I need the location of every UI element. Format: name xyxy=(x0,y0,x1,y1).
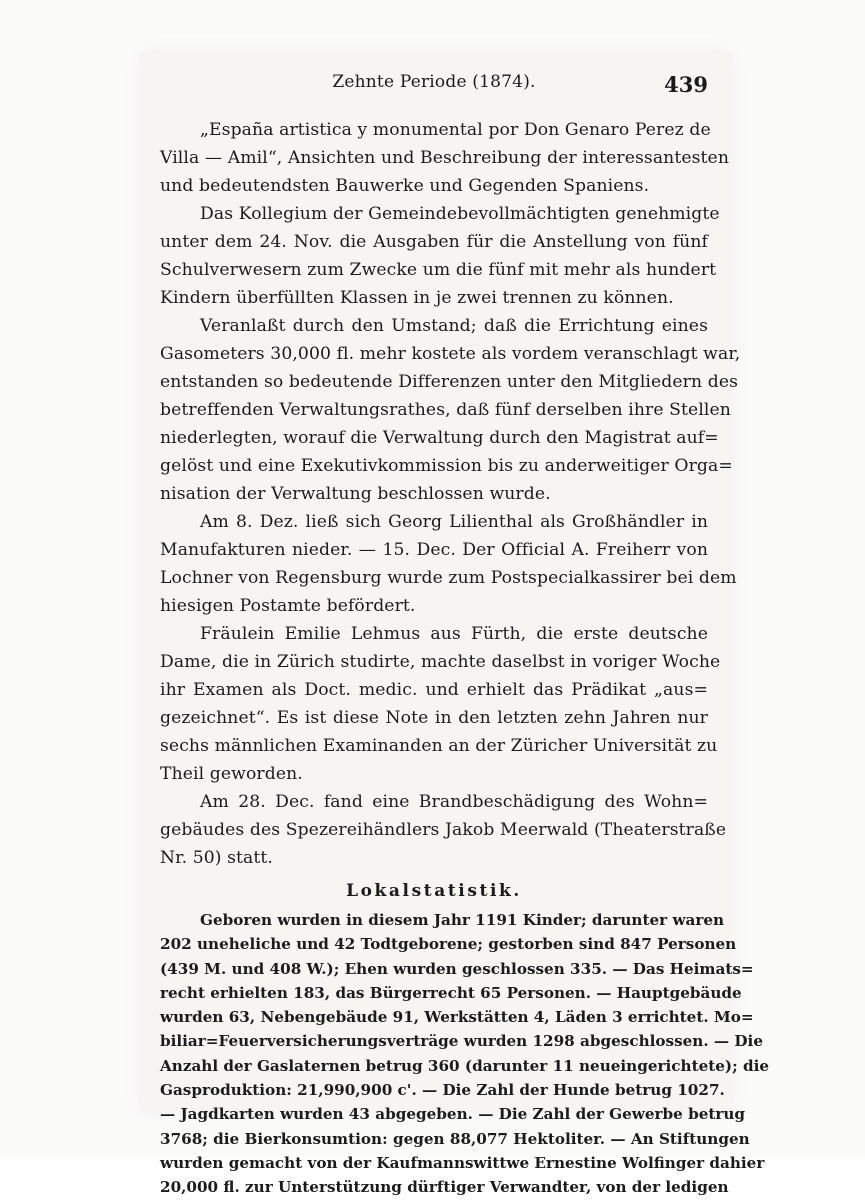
text-line: Anzahl der Gaslaternen betrug 360 (darunter 11 neueingerichtete); die xyxy=(160,1056,770,1075)
text-line: betreffenden Verwaltungsrathes, daß fünf derselben ihre Stellen xyxy=(160,400,731,420)
text-line: unter dem 24. Nov. die Ausgaben für die Anstellung von fünf xyxy=(160,232,708,252)
text-line: 202 uneheliche und 42 Todtgeborene; gestorben sind 847 Personen xyxy=(160,935,737,954)
text-line: gelöst und eine Exekutivkommission bis zu anderweitiger Orga= xyxy=(160,456,733,476)
page-header xyxy=(160,72,708,102)
text-line: hiesigen Postamte befördert. xyxy=(160,596,416,616)
text-line: Schulverwesern zum Zwecke um die fünf mit mehr als hundert xyxy=(160,260,717,280)
text-line: entstanden so bedeutende Differenzen unter den Mitgliedern des xyxy=(160,372,739,392)
text-line: biliar=Feuerversicherungsverträge wurden 1298 abgeschlossen. — Die xyxy=(160,1032,763,1051)
text-line: nisation der Verwaltung beschlossen wurde. xyxy=(160,484,551,504)
text-line: Theil geworden. xyxy=(160,764,303,784)
text-line: Am 8. Dez. ließ sich Georg Lilienthal als Großhändler in xyxy=(200,512,708,532)
text-line: Kindern überfüllten Klassen in je zwei trennen zu können. xyxy=(160,288,674,308)
text-line: wurden gemacht von der Kaufmannswittwe Ernestine Wolfinger dahier xyxy=(160,1153,765,1172)
text-line: Gasproduktion: 21,990,900 c'. — Die Zahl der Hunde betrug 1027. xyxy=(160,1081,725,1100)
text-line: Am 28. Dec. fand eine Brandbeschädigung des Wohn= xyxy=(200,792,708,812)
text-line: wurden 63, Nebengebäude 91, Werkstätten 4, Läden 3 errichtet. Mo= xyxy=(160,1008,754,1027)
paragraph-gasometer xyxy=(160,312,741,508)
text-line: ihr Examen als Doct. medic. und erhielt das Prädikat „aus= xyxy=(160,680,708,700)
text-line: Lochner von Regensburg wurde zum Postspecialkassirer bei dem xyxy=(160,568,737,588)
page-number: 439 xyxy=(664,72,708,97)
text-line: Nr. 50) statt. xyxy=(160,848,273,868)
paragraph-brand xyxy=(160,788,727,872)
text-line: gebäudes des Spezereihändlers Jakob Meerwald (Theaterstraße xyxy=(160,820,727,840)
text-line: (439 M. und 408 W.); Ehen wurden geschlossen 335. — Das Heimats= xyxy=(160,959,754,978)
text-line: Villa — Amil“, Ansichten und Beschreibung der interessantesten xyxy=(160,148,729,168)
text-line: gezeichnet“. Es ist diese Note in den letzten zehn Jahren nur xyxy=(160,708,708,728)
text-line: Dame, die in Zürich studirte, machte daselbst in voriger Woche xyxy=(160,652,721,672)
paragraph-espana xyxy=(160,116,729,200)
text-line: niederlegten, worauf die Verwaltung durch den Magistrat auf= xyxy=(160,428,719,448)
section-title: Lokalstatistik. xyxy=(346,881,522,901)
paragraph-lehmus xyxy=(160,620,721,788)
text-line: Veranlaßt durch den Umstand; daß die Errichtung eines xyxy=(200,316,708,336)
text-line: Das Kollegium der Gemeindebevollmächtigten genehmigte xyxy=(200,204,720,224)
text-line: — Jagdkarten wurden 43 abgegeben. — Die Zahl der Gewerbe betrug xyxy=(160,1105,746,1124)
text-line: Fräulein Emilie Lehmus aus Fürth, die erste deutsche xyxy=(200,624,708,644)
paragraph-lilienthal xyxy=(160,508,737,620)
text-line: Manufakturen nieder. — 15. Dec. Der Official A. Freiherr von xyxy=(160,540,708,560)
body-text xyxy=(160,116,770,1200)
text-line: Geboren wurden in diesem Jahr 1191 Kinder; darunter waren xyxy=(200,911,725,929)
text-line: recht erhielten 183, das Bürgerrecht 65 Personen. — Hauptgebäude xyxy=(160,983,742,1002)
text-line: 20,000 fl. zur Unterstützung dürftiger Verwandter, von der ledigen xyxy=(160,1178,729,1197)
text-line: 3768; die Bierkonsumtion: gegen 88,077 Hektoliter. — An Stiftungen xyxy=(160,1129,750,1148)
text-line: sechs männlichen Examinanden an der Züricher Universität zu xyxy=(160,736,718,756)
running-head: Zehnte Periode (1874). xyxy=(332,72,536,92)
text-line: Gasometers 30,000 fl. mehr kostete als vordem veranschlagt war, xyxy=(160,344,741,364)
paragraph-kollegium xyxy=(160,200,720,312)
text-line: „España artistica y monumental por Don Genaro Perez de xyxy=(200,120,711,140)
text-line: und bedeutendsten Bauwerke und Gegenden Spaniens. xyxy=(160,176,650,196)
statistics-paragraph xyxy=(160,908,770,1200)
